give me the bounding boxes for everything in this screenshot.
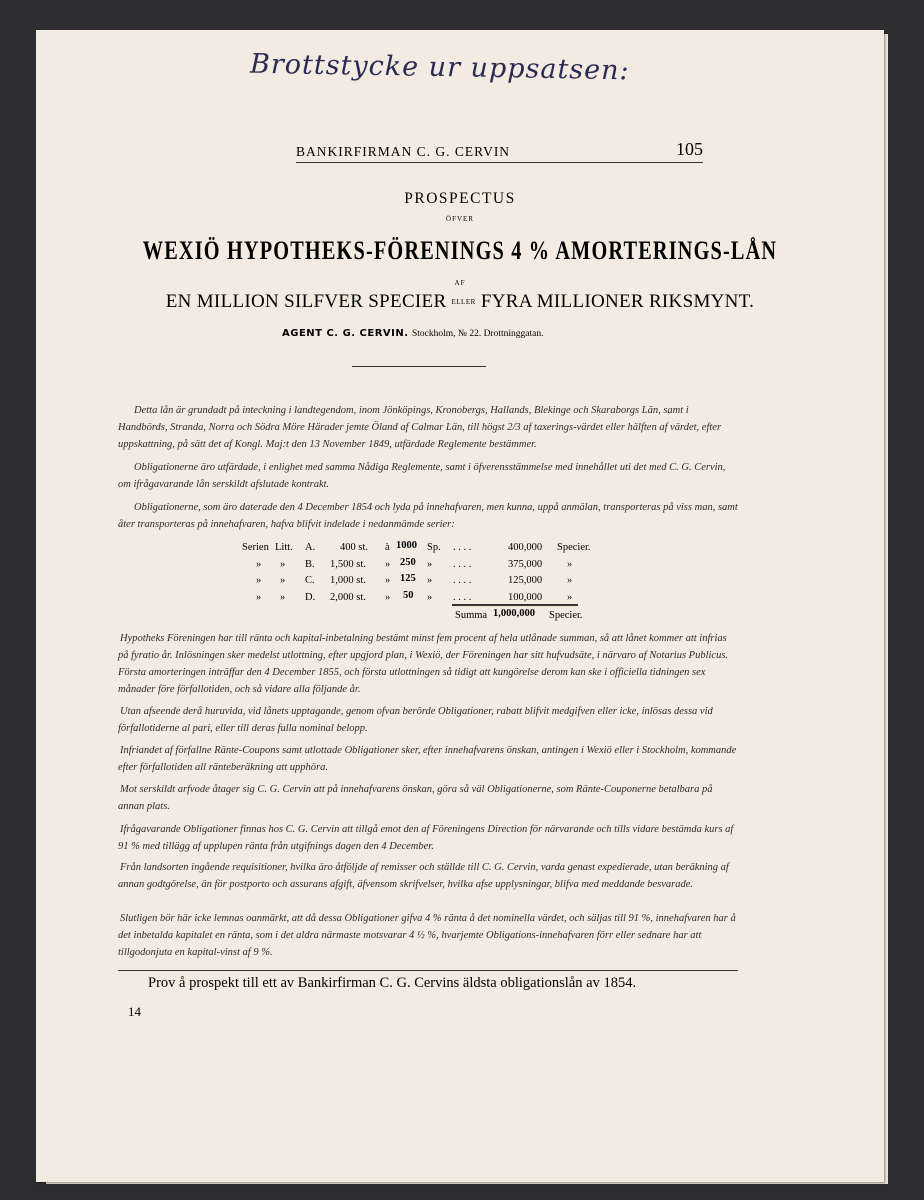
title-ofver: ÖFVER	[446, 215, 474, 223]
table-cell: »	[280, 592, 286, 603]
table-cell: . . . .	[453, 559, 472, 570]
table-cell: 1,000 st.	[330, 575, 366, 586]
title-divider	[352, 366, 486, 367]
table-cell: . . . .	[453, 592, 472, 603]
table-cell: B.	[305, 559, 315, 570]
table-cell: »	[427, 592, 433, 603]
paragraph-3: Obligationerne, som äro daterade den 4 December 1854 och lyda på innehafvaren, men kunna, uppå anmälan, transporteras på viss man, samt åter transporteras på innehafvaren, hafva blifvit indelade i nedanmämde serier:	[118, 502, 738, 530]
table-cell: »	[385, 592, 391, 603]
summa-currency: Specier.	[549, 610, 583, 621]
table-cell: »	[256, 575, 262, 586]
table-cell: . . . .	[453, 542, 472, 553]
summa-value: 1,000,000	[493, 608, 535, 619]
table-cell: 400 st.	[340, 542, 369, 553]
table-cell: »	[567, 592, 573, 603]
table-cell: »	[256, 592, 262, 603]
table-cell: 1000	[396, 540, 417, 551]
table-cell: Serien	[242, 542, 269, 553]
head-rule	[296, 162, 703, 163]
table-cell: »	[385, 559, 391, 570]
paragraph-6: Infriandet af förfallne Ränte-Coupons samt utlottade Obligationer sker, efter innehafvarens önskan, antingen i Wexiö eller i Stockholm, kommande efter förfallotiden all ränteberäkning att upphöra.	[118, 745, 737, 773]
table-cell: Litt.	[275, 542, 293, 553]
table-cell: »	[256, 559, 262, 570]
table-cell: . . . .	[453, 575, 472, 586]
paragraph-8: Ifrågavarande Obligationer finnas hos C. G. Cervin att tillgå emot den af Föreningens Direction för närvarande och tills vidare bestämda kurs af 91 % med tillägg af upplupen ränta från utgifnings dagen den 4 December.	[118, 824, 734, 852]
table-cell: 2,000 st.	[330, 592, 366, 603]
table-cell: 100,000	[508, 592, 543, 603]
table-cell: »	[567, 575, 573, 586]
table-cell: »	[567, 559, 573, 570]
agent-address: Stockholm, № 22. Drottninggatan.	[412, 329, 544, 339]
paragraph-9: Från landsorten ingående requisitioner, hvilka äro åtföljde af remisser och ställde till C. G. Cervin, varda genast expedierade, utan beräkning af annan godtgörelse, än för postporto och assurans afgift, äfvensom skrifvelser, hvilka afse upplysningar, blifva med meddande besvarade.	[118, 862, 729, 890]
table-cell: »	[280, 559, 286, 570]
caption-rule	[118, 970, 738, 971]
paragraph-10: Slutligen bör här icke lemnas oanmärkt, att då dessa Obligationer gifva 4 % ränta å det nominella värdet, och säljas till 91 %, innehafvaren har å det inbetalda kapitalet en ränta, som i det aldra närmaste motsvarar 4 ½ %, hvarjemte Obligations-innehafvaren förr eller sednare har att tillgodonjuta en kapital-vinst af 9 %.	[118, 913, 736, 958]
table-cell: 375,000	[508, 559, 543, 570]
paragraph-1: Detta lån är grundadt på inteckning i landtegendom, inom Jönköpings, Kronobergs, Hallands, Blekinge och Skaraborgs Län, samt i Handbörds, Stranda, Norra och Södra Möre Härader jemte Öland af Calmar Län, till högst 2/3 af taxerings-värdet eller hälften af värdet, efter uppskattning, på sätt det af Kongl. Maj:t den 13 November 1849, utfärdade Reglemente bestämmer.	[118, 405, 722, 450]
page-number: 105	[676, 139, 703, 159]
table-cell: 50	[403, 590, 414, 601]
paragraph-5: Utan afseende derå huruvida, vid lånets upptagande, genom ofvan berörde Obligationer, rabatt blifvit medgifven eller icke, inlösas dessa vid förfallotiderne al pari, eller till deras fulla nominal belopp.	[118, 706, 713, 734]
table-cell: Sp.	[427, 542, 441, 553]
running-head-title: BANKIRFIRMAN C. G. CERVIN	[296, 144, 511, 159]
table-cell: C.	[305, 575, 315, 586]
title-amount	[36, 291, 884, 313]
table-cell: Specier.	[557, 542, 591, 553]
table-cell: 400,000	[508, 542, 543, 553]
paragraph-4: Hypotheks Föreningen har till ränta och kapital-inbetalning bestämt minst fem procent af hela utlånade summan, så att lånet kommer att infrias på fyratio år. Inlösningen sker medelst utlottning, efter upgjord plan, i Wexiö, der Föreningen har sitt hufvudsäte, i närvaro af Notarius Publicus. Första amorteringen inträffar den 4 December 1855, och första utlottningen så tidigt att kungörelse derom kan ske i officiella tidningen sex månader före förfallotiden, och så vidare alla följande år.	[118, 633, 729, 695]
table-cell: »	[427, 559, 433, 570]
table-cell: à	[385, 542, 390, 553]
title-eller: ELLER	[451, 298, 476, 306]
title-amount-a: EN MILLION SILFVER SPECIER	[165, 291, 447, 312]
title-main: WEXIÖ HYPOTHEKS-FÖRENINGS 4 % AMORTERINGS-LÅN	[142, 236, 778, 265]
title-prospectus: PROSPECTUS	[404, 190, 516, 207]
table-cell: A.	[305, 542, 316, 553]
paragraph-2: Obligationerne äro utfärdade, i enlighet med samma Nådiga Reglemente, samt i öfverensstämmelse med innehållet uti det med C. G. Cervin, om ifrågavarande lån serskildt afslutade kontrakt.	[118, 462, 726, 490]
table-cell: 125,000	[508, 575, 543, 586]
sum-rule	[452, 604, 578, 606]
title-af: AF	[454, 279, 466, 287]
running-head	[296, 139, 703, 162]
table-cell: 125	[400, 573, 416, 584]
table-cell: D.	[305, 592, 316, 603]
handwritten-note: Brottstycke ur uppsatsen:	[249, 48, 630, 87]
paragraph-7: Mot serskildt arfvode åtager sig C. G. Cervin att på innehafvarens önskan, göra så väl Obligationerne, som Ränte-Couponerne betalbara på annan plats.	[118, 784, 713, 812]
plate-number: 14	[128, 1004, 141, 1019]
caption: Prov å prospekt till ett av Bankirfirman C. G. Cervins äldsta obligationslån av 1854.	[148, 975, 637, 991]
table-cell: »	[427, 575, 433, 586]
summa-label: Summa	[455, 610, 488, 621]
table-cell: 250	[400, 557, 416, 568]
table-cell: »	[385, 575, 391, 586]
agent-name: AGENT C. G. CERVIN.	[282, 328, 409, 339]
title-amount-b: FYRA MILLIONER RIKSMYNT.	[480, 291, 755, 312]
table-cell: 1,500 st.	[330, 559, 366, 570]
table-cell: »	[280, 575, 286, 586]
